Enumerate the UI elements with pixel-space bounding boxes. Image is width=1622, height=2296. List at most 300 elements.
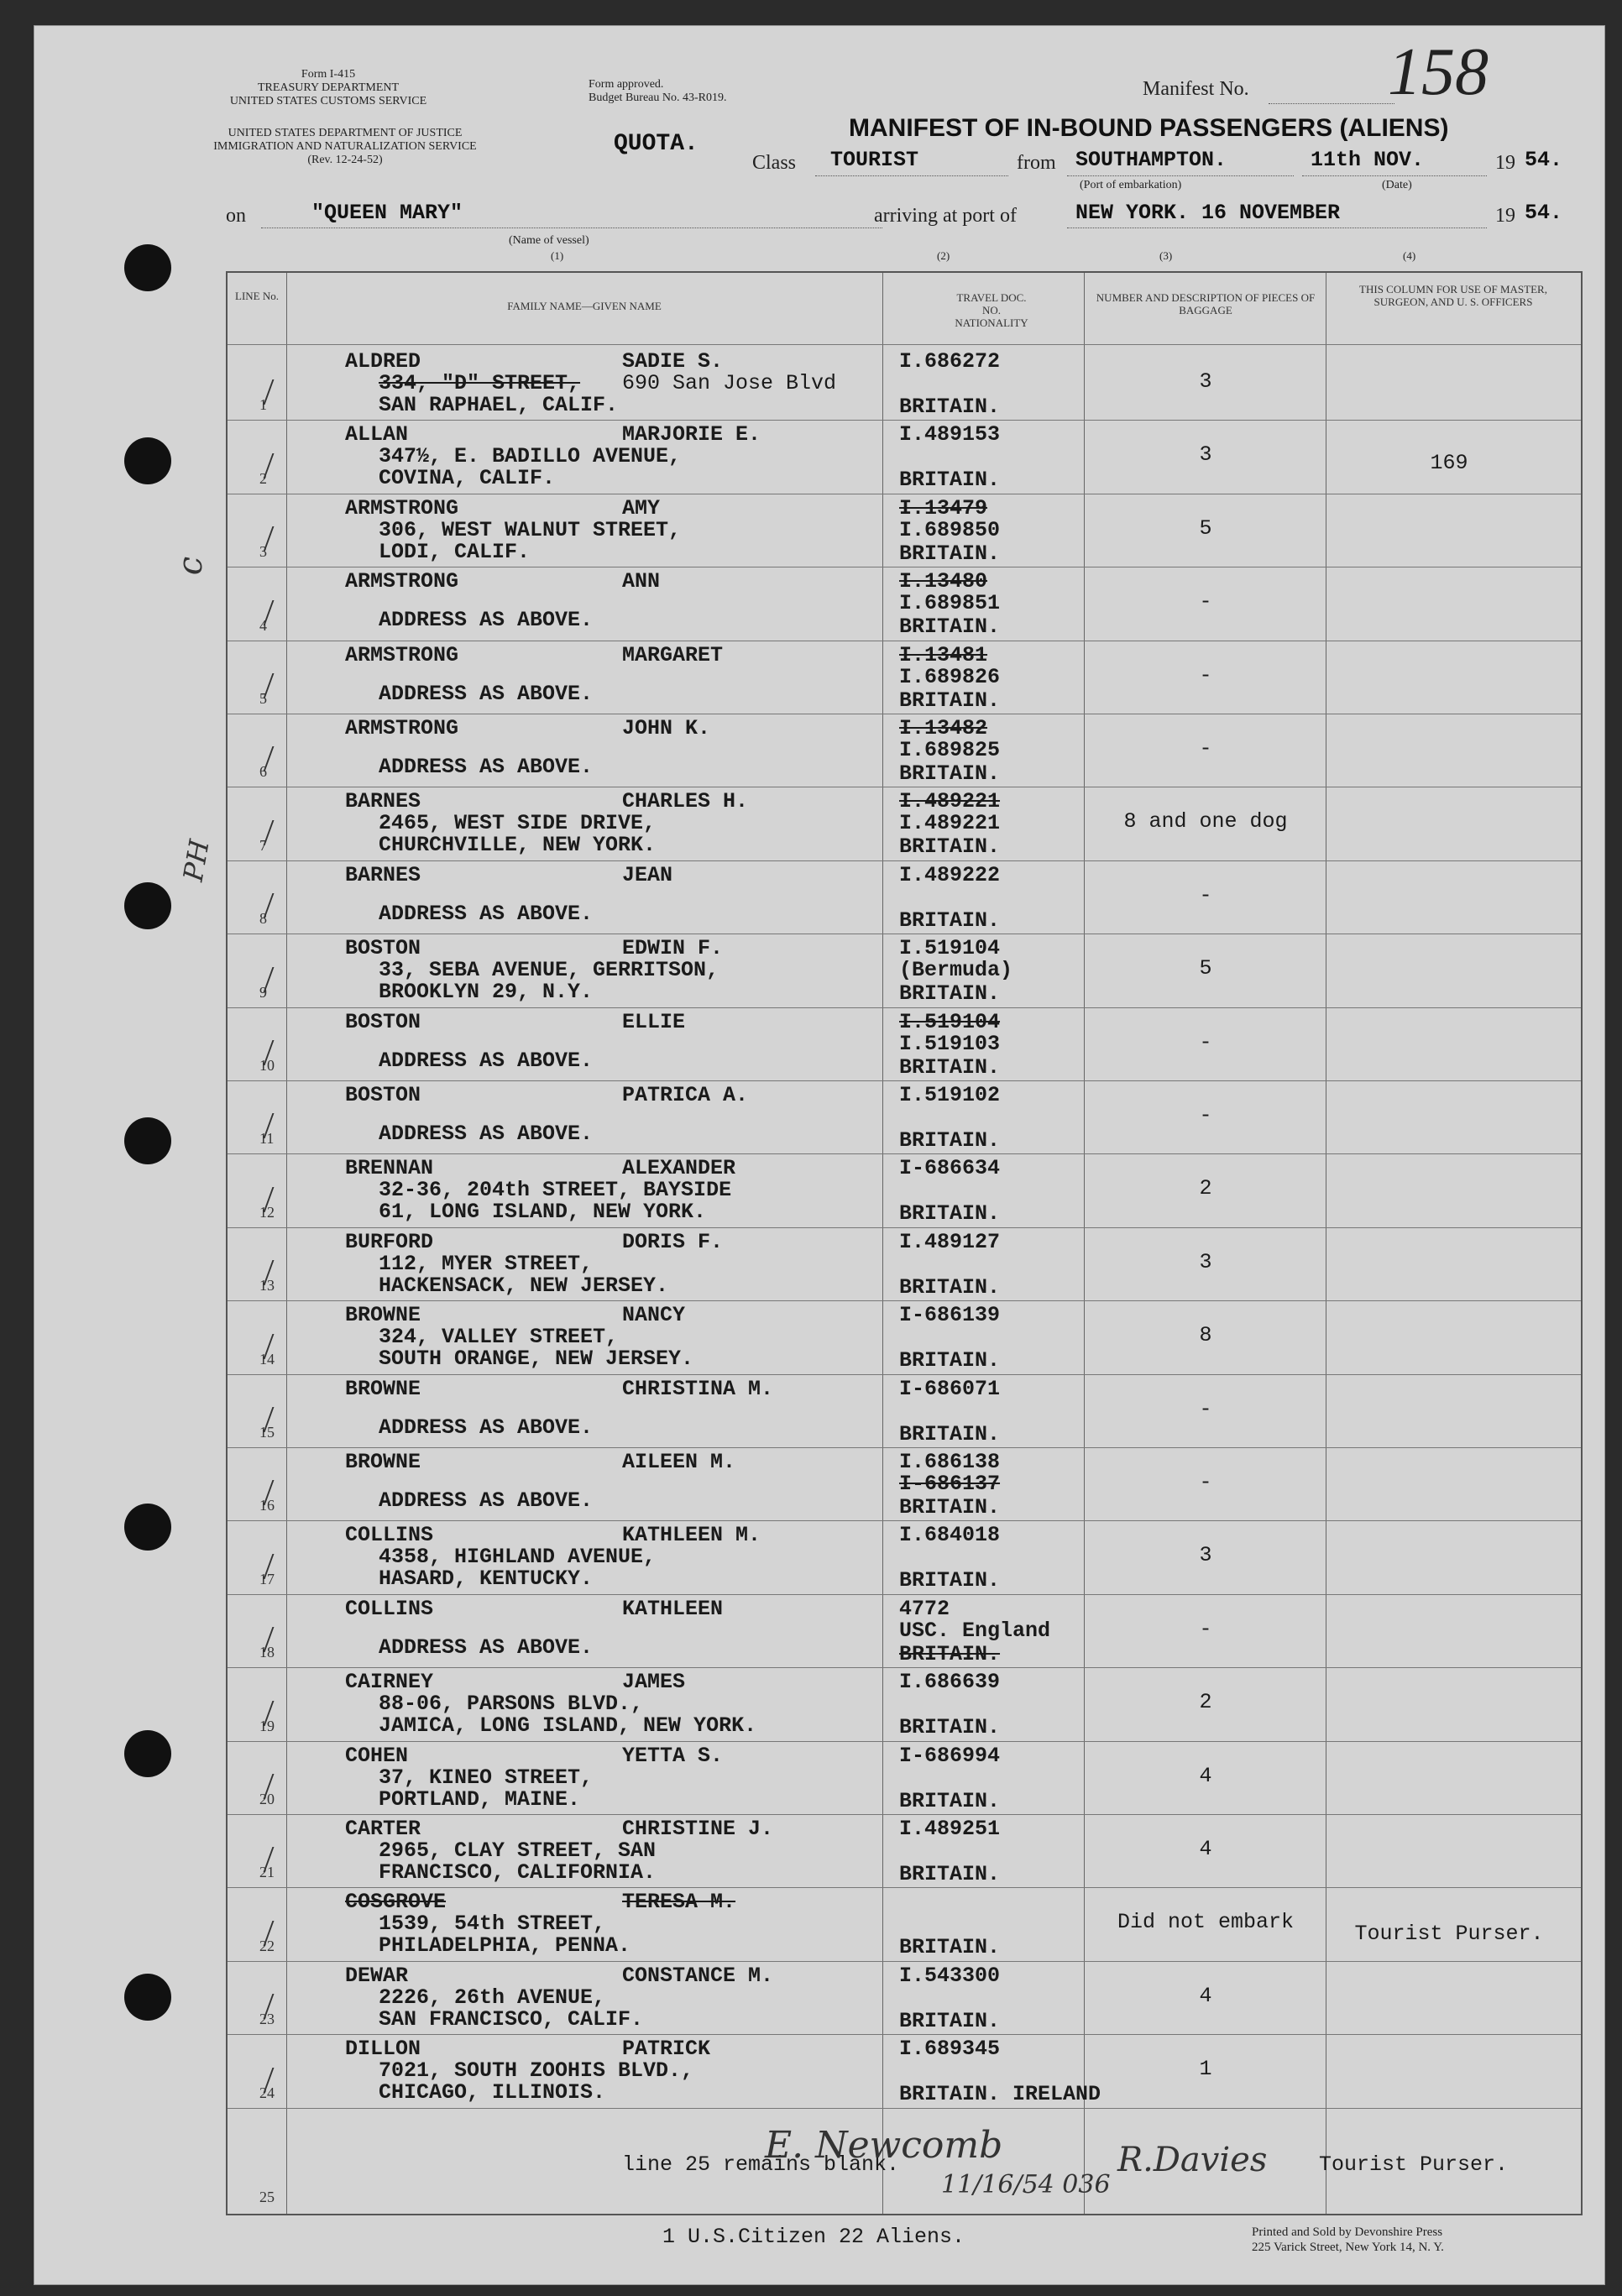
travel-doc-no-2: I.689826 [899,664,1001,689]
line-number: 3 [259,543,267,561]
punch-hole [124,437,171,484]
table-row [228,714,1581,787]
family-name: BRENNAN [345,1156,434,1181]
given-name: CHRISTINE J. [622,1817,774,1841]
travel-doc-no-2: I.689851 [899,591,1001,616]
baggage: 3 [1199,1543,1212,1568]
baggage: - [1199,1470,1212,1494]
manifest-title: MANIFEST OF IN-BOUND PASSENGERS (ALIENS) [849,114,1449,142]
travel-doc-no: I.686138 [899,1450,1001,1474]
purser-signature: R.Davies [1117,2141,1268,2179]
nationality: BRITAIN. [899,1421,1001,1446]
address-line-1: 2226, 26th AVENUE, [379,1985,606,2010]
baggage: 5 [1199,515,1212,541]
nationality: BRITAIN. [899,1788,1001,1813]
address-line-1: 88-06, PARSONS BLVD., [379,1692,644,1717]
baggage: 5 [1199,956,1212,981]
travel-doc-no: I.686639 [899,1670,1001,1695]
nationality: BRITAIN. [899,1568,1001,1593]
baggage: - [1199,1616,1212,1641]
address-line-1: 1539, 54th STREET, [379,1912,606,1937]
col-header-name: FAMILY NAME—GIVEN NAME [507,300,662,312]
line-number: 22 [259,1937,275,1954]
officer-note: Tourist Purser. [1354,1922,1544,1947]
col-header-doc: TRAVEL DOC. NO. NATIONALITY [955,291,1028,329]
line-number: 15 [259,1423,275,1441]
baggage: 8 and one dog [1123,809,1288,834]
nationality: BRITAIN. [899,2008,1001,2033]
address-line-2: LODI, CALIF. [379,539,531,564]
punch-hole [124,1117,171,1164]
family-name: DEWAR [345,1963,409,1988]
manifest-table [226,271,1583,2215]
from-date: 11th NOV. [1311,148,1425,172]
line-number: 21 [259,1864,275,1881]
table-row [228,1814,1581,1887]
punch-hole [124,244,171,291]
travel-doc-no: I.489127 [899,1229,1001,1254]
line-number: 1 [259,396,267,414]
class-label: Class [752,152,797,174]
nationality: BRITAIN. [899,1641,1001,1666]
family-name: BROWNE [345,1303,421,1328]
given-name: KATHLEEN M. [622,1523,761,1548]
travel-doc-no: I.519102 [899,1083,1001,1107]
line-number: 20 [259,1790,275,1807]
nationality: BRITAIN. [899,981,1001,1007]
family-name: BROWNE [345,1376,421,1401]
baggage: 3 [1199,1249,1212,1274]
line-number: 24 [259,2084,275,2101]
travel-doc-no-2: I.689825 [899,738,1001,762]
nationality: BRITAIN. [899,468,1001,493]
line-number: 7 [259,836,267,854]
table-row [228,1227,1581,1300]
vessel-caption: (Name of vessel) [509,234,589,247]
check-mark [264,1774,293,1799]
travel-doc-no: I.543300 [899,1963,1001,1988]
baggage: 4 [1199,1837,1212,1861]
travel-doc-no-2: I.519103 [899,1031,1001,1056]
approved-line-1: Form approved. [589,78,664,91]
vessel-name: "QUEEN MARY" [311,201,463,225]
approved-line-2: Budget Bureau No. 43-R019. [589,92,727,104]
given-name: AILEEN M. [622,1450,736,1474]
form-approved [589,78,726,105]
address-line-2: HACKENSACK, NEW JERSEY. [379,1273,669,1298]
table-row [228,1080,1581,1153]
family-name: ARMSTRONG [345,569,459,594]
travel-doc-no-2: I.689850 [899,517,1001,542]
address-line-2: ADDRESS AS ABOVE. [379,1048,594,1073]
address-line-2: SAN FRANCISCO, CALIF. [379,2006,644,2032]
line-number: 6 [259,763,267,781]
address-line-1: 347½, E. BADILLO AVENUE, [379,444,682,469]
year-1: 54. [1525,148,1563,172]
check-mark [264,820,293,845]
travel-doc-no: I-686071 [899,1376,1001,1401]
travel-doc-no: I-686994 [899,1743,1001,1768]
check-mark [264,2068,293,2093]
from-value: SOUTHAMPTON. [1075,148,1227,172]
check-mark [264,1260,293,1285]
quota-label: QUOTA. [614,131,699,157]
check-mark [264,893,293,918]
given-name: JOHN K. [622,716,711,740]
family-name: BROWNE [345,1450,421,1474]
travel-doc-no: I.689345 [899,2037,1001,2062]
nationality: BRITAIN. [899,395,1001,419]
table-row [228,347,1581,420]
address-line-2: ADDRESS AS ABOVE. [379,1488,594,1513]
family-name: COSGROVE [345,1890,447,1915]
family-name: DILLON [345,2037,421,2062]
address-line-2: ADDRESS AS ABOVE. [379,1634,594,1660]
check-mark [264,1627,293,1652]
table-row [228,1667,1581,1740]
line-number: 25 [259,2189,275,2205]
line-number: 5 [259,689,267,707]
travel-doc-no: I-686139 [899,1303,1001,1328]
address-line-1: 112, MYER STREET, [379,1251,594,1276]
baggage: 1 [1199,2057,1212,2082]
dept-treasury: TREASURY DEPARTMENT [257,81,400,94]
table-row [228,1887,1581,1960]
col-header-baggage: NUMBER AND DESCRIPTION OF PIECES OF BAGGAGE [1096,291,1316,316]
given-name: PATRICA A. [622,1083,749,1107]
table-row [228,2034,1581,2107]
family-name: CAIRNEY [345,1670,434,1695]
totals-line: 1 U.S.Citizen 22 Aliens. [662,2225,965,2249]
travel-doc-no: I.684018 [899,1523,1001,1548]
year-prefix-2: 19 [1495,205,1515,227]
line-number: 23 [259,2011,275,2028]
address-line-2: ADDRESS AS ABOVE. [379,681,594,706]
punch-hole [124,1974,171,2021]
purser-note: Tourist Purser. [1319,2152,1509,2177]
class-value: TOURIST [830,148,919,172]
table-row [228,1007,1581,1080]
baggage: - [1199,1029,1212,1054]
check-mark [264,453,293,479]
table-row [228,1961,1581,2034]
table-row [228,1300,1581,1373]
port-embark-caption: (Port of embarkation) [1080,179,1182,191]
check-mark [264,379,293,405]
table-row [228,934,1581,1007]
printer-line-1: Printed and Sold by Devonshire Press [1252,2225,1443,2239]
address-line-2: SOUTH ORANGE, NEW JERSEY. [379,1347,694,1372]
table-row [228,787,1581,860]
travel-doc-no-2: (Bermuda) [899,958,1013,983]
given-name: MARGARET [622,642,724,667]
line-number: 8 [259,910,267,928]
given-name: NANCY [622,1303,686,1328]
table-row [228,1520,1581,1593]
nationality: BRITAIN. [899,761,1001,786]
address-line-1: 33, SEBA AVENUE, GERRITSON, [379,958,719,983]
dept-justice: UNITED STATES DEPARTMENT OF JUSTICE [228,127,463,139]
given-name: ELLIE [622,1009,686,1034]
col-num-2: (2) [937,249,950,262]
date-caption: (Date) [1382,179,1412,191]
baggage: 4 [1199,1763,1212,1788]
travel-doc-no: I.13480 [899,569,988,594]
travel-doc-no: I.13481 [899,642,988,667]
address-line-2: BROOKLYN 29, N.Y. [379,980,594,1005]
line-number: 16 [259,1497,275,1514]
nationality: BRITAIN. IRELAND [899,2082,1101,2107]
baggage: - [1199,1103,1212,1127]
given-name: JAMES [622,1670,686,1695]
manifest-number: 158 [1388,35,1489,109]
nationality: BRITAIN. [899,1201,1001,1226]
line-number: 9 [259,983,267,1001]
address-line-2: HASARD, KENTUCKY. [379,1566,594,1592]
check-mark [264,526,293,552]
line-number: 11 [259,1130,275,1148]
punch-hole [124,1730,171,1777]
form-header-justice [211,127,479,167]
table-row [228,641,1581,714]
given-name: PATRICK [622,2037,711,2062]
family-name: BARNES [345,789,421,814]
address-line-2: SAN RAPHAEL, CALIF. [379,393,619,417]
address-line-2: 61, LONG ISLAND, NEW YORK. [379,1200,707,1225]
table-row [228,420,1581,493]
form-header-left [211,68,446,108]
given-name: EDWIN F. [622,936,724,961]
given-name: JEAN [622,862,673,887]
family-name: BOSTON [345,1083,421,1107]
address-line-1: 7021, SOUTH ZOOHIS BLVD., [379,2058,694,2084]
address-line-2: CHURCHVILLE, NEW YORK. [379,833,657,858]
line-number: 10 [259,1056,275,1074]
address-line-2: CHICAGO, ILLINOIS. [379,2080,606,2105]
check-mark [264,1701,293,1726]
given-name: CONSTANCE M. [622,1963,774,1988]
baggage: Did not embark [1117,1910,1295,1935]
col-num-1: (1) [551,249,564,262]
inspector-signature: E. Newcomb [765,2124,1003,2167]
baggage: - [1199,736,1212,761]
col-header-officers: THIS COLUMN FOR USE OF MASTER, SURGEON, AND U. S. OFFICERS [1359,283,1547,308]
address-line-1: 32-36, 204th STREET, BAYSIDE [379,1178,732,1203]
line-number: 2 [259,469,267,487]
check-mark [264,746,293,771]
given-name: MARJORIE E. [622,422,761,447]
nationality: BRITAIN. [899,834,1001,860]
table-row [228,1374,1581,1447]
given-name: SADIE S. [622,349,724,374]
family-name: ALDRED [345,349,421,374]
form-revision: (Rev. 12-24-52) [307,154,383,166]
nationality: BRITAIN. [899,1348,1001,1373]
travel-doc-no: I.13479 [899,495,988,520]
line-number: 19 [259,1717,275,1734]
check-mark [264,1407,293,1432]
family-name: ALLAN [345,422,409,447]
table-row [228,494,1581,567]
row-divider [228,2108,1581,2109]
address-line-1: 334, "D" STREET, [379,371,581,395]
check-mark [264,1187,293,1212]
address-line-2: PHILADELPHIA, PENNA. [379,1933,631,1959]
punch-hole [124,1504,171,1551]
family-name: CARTER [345,1817,421,1841]
col-num-4: (4) [1403,249,1416,262]
nationality: BRITAIN. [899,1862,1001,1886]
side-mark-ph: PH [176,837,216,884]
col-num-3: (3) [1159,249,1173,262]
family-name: ARMSTRONG [345,716,459,740]
address-line-2: ADDRESS AS ABOVE. [379,608,594,633]
check-mark [264,1921,293,1946]
on-label: on [226,205,246,227]
family-name: BOSTON [345,1009,421,1034]
address-line-2: FRANCISCO, CALIFORNIA. [379,1860,657,1885]
travel-doc-no: I.519104 [899,936,1001,961]
address-line-2: ADDRESS AS ABOVE. [379,901,594,926]
address-line-2: ADDRESS AS ABOVE. [379,1122,594,1146]
family-name: BURFORD [345,1229,434,1254]
printer-line-2: 225 Varick Street, New York 14, N. Y. [1252,2241,1444,2254]
given-name: KATHLEEN [622,1596,724,1621]
table-row [228,1447,1581,1520]
address-line-1: 4358, HIGHLAND AVENUE, [379,1545,657,1570]
baggage: 8 [1199,1323,1212,1348]
address-line-2: ADDRESS AS ABOVE. [379,755,594,779]
line-number: 14 [259,1350,275,1368]
nationality: BRITAIN. [899,1054,1001,1080]
travel-doc-no-2: USC. England [899,1618,1051,1643]
dept-immigration: IMMIGRATION AND NATURALIZATION SERVICE [213,140,477,153]
nationality: BRITAIN. [899,907,1001,933]
punch-hole [124,882,171,929]
travel-doc-no: I.686272 [899,349,1001,374]
arriving-value: NEW YORK. 16 NOVEMBER [1075,201,1341,225]
baggage: 3 [1199,442,1212,468]
nationality: BRITAIN. [899,1935,1001,1960]
travel-doc-no: I.489221 [899,789,1001,814]
travel-doc-no: I.519104 [899,1009,1001,1034]
travel-doc-no: I-686634 [899,1156,1001,1181]
nationality: BRITAIN. [899,1715,1001,1740]
given-name: DORIS F. [622,1229,724,1254]
nationality: BRITAIN. [899,1274,1001,1300]
check-mark [264,600,293,625]
from-label: from [1017,152,1056,174]
line-number: 17 [259,1570,275,1587]
baggage: - [1199,662,1212,688]
table-row [228,1594,1581,1667]
family-name: ARMSTRONG [345,495,459,520]
address-line-1: 2465, WEST SIDE DRIVE, [379,811,657,836]
manifest-no-label: Manifest No. [1143,78,1249,100]
baggage: 4 [1199,1983,1212,2008]
address-line-1: 37, KINEO STREET, [379,1765,594,1790]
check-mark [264,1334,293,1359]
table-row [228,567,1581,640]
travel-doc-no: I.13482 [899,716,988,740]
baggage: - [1199,589,1212,615]
nationality: BRITAIN. [899,541,1001,566]
manifest-page [34,25,1605,2285]
baggage: - [1199,1396,1212,1421]
year-2: 54. [1525,201,1563,225]
form-number: Form I-415 [301,68,356,81]
family-name: BOSTON [345,936,421,961]
family-name: ARMSTRONG [345,642,459,667]
nationality: BRITAIN. [899,688,1001,713]
year-prefix-1: 19 [1495,152,1515,174]
nationality: BRITAIN. [899,615,1001,640]
check-mark [264,673,293,698]
baggage: 2 [1199,1690,1212,1715]
travel-doc-no-2: I-686137 [899,1472,1001,1496]
table-row [228,1153,1581,1226]
officer-note: 169 [1430,451,1468,476]
baggage: 3 [1199,369,1212,394]
line-number: 13 [259,1277,275,1294]
inspector-date: 11/16/54 036 [941,2170,1111,2199]
address-line-2: PORTLAND, MAINE. [379,1786,581,1812]
arriving-label: arriving at port of [874,205,1017,227]
travel-doc-no-2: I.489221 [899,811,1001,836]
family-name: BARNES [345,862,421,887]
check-mark [264,1113,293,1138]
given-name: TERESA M. [622,1890,736,1915]
travel-doc-no: I.489153 [899,422,1001,447]
given-name: AMY [622,495,661,520]
given-name: CHRISTINA M. [622,1376,774,1401]
line-number: 18 [259,1644,275,1661]
travel-doc-no: I.489251 [899,1817,1001,1841]
address-line-2: ADDRESS AS ABOVE. [379,1415,594,1440]
family-name: COLLINS [345,1523,434,1548]
blank-line-note: line 25 remains blank. [622,2152,900,2177]
address-line-2: COVINA, CALIF. [379,466,556,491]
check-mark [264,1554,293,1579]
dept-customs: UNITED STATES CUSTOMS SERVICE [229,95,427,107]
col-header-line: LINE No. [235,290,279,302]
check-mark [264,967,293,992]
baggage: - [1199,882,1212,907]
given-name: CHARLES H. [622,789,749,814]
check-mark [264,1994,293,2019]
side-mark-c: c [171,556,211,576]
address-line-2: JAMICA, LONG ISLAND, NEW YORK. [379,1713,757,1739]
check-mark [264,1040,293,1065]
travel-doc-no: 4772 [899,1596,950,1621]
address-line-1: 306, WEST WALNUT STREET, [379,517,682,542]
family-name: COHEN [345,1743,409,1768]
check-mark [264,1480,293,1505]
address-correction: 690 San Jose Blvd [622,371,837,395]
table-row [228,1741,1581,1814]
given-name: YETTA S. [622,1743,724,1768]
check-mark [264,1847,293,1872]
family-name: COLLINS [345,1596,434,1621]
table-row [228,860,1581,934]
address-line-1: 324, VALLEY STREET, [379,1325,619,1350]
given-name: ALEXANDER [622,1156,736,1181]
line-number: 4 [259,616,267,634]
line-number: 12 [259,1203,275,1221]
nationality: BRITAIN. [899,1495,1001,1519]
given-name: ANN [622,569,661,594]
address-line-1: 2965, CLAY STREET, SAN [379,1838,657,1863]
